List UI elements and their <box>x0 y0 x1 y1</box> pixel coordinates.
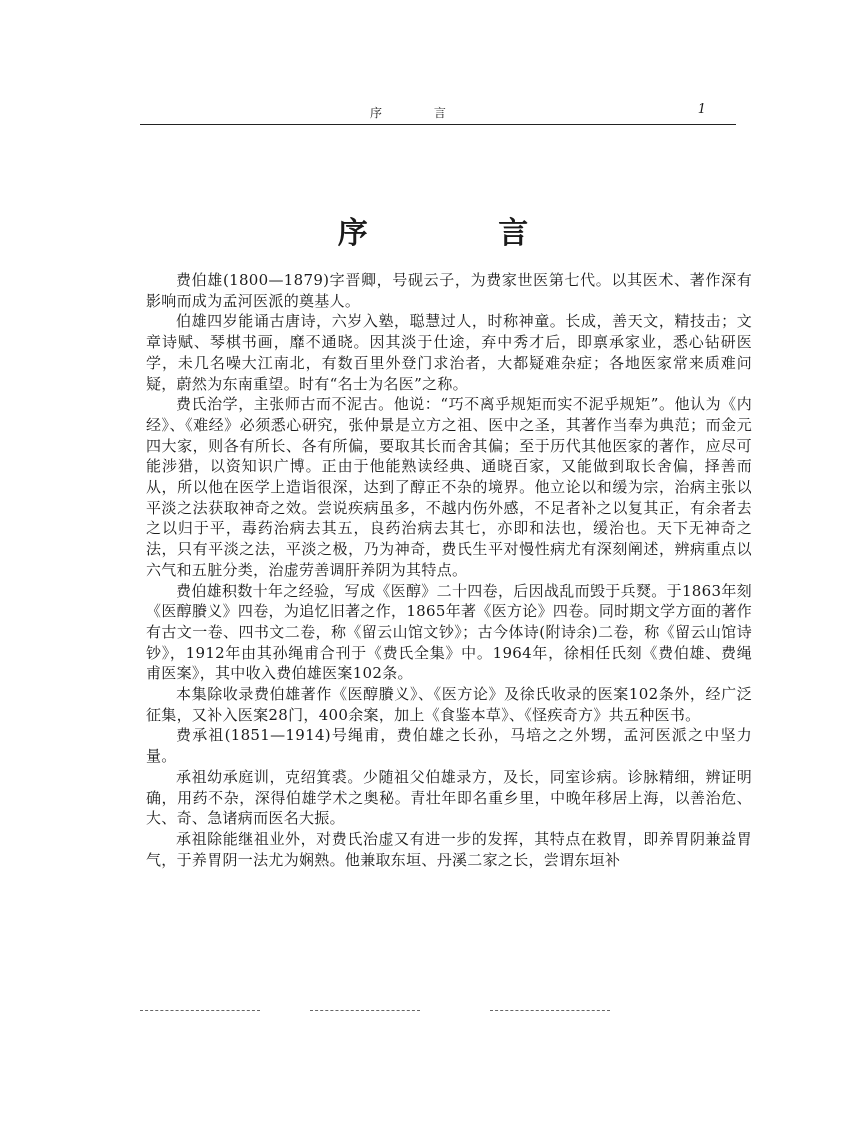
paragraph: 承祖除能继祖业外，对费氏治虚又有进一步的发挥，其特点在救胃，即养胃阴兼益胃气，于养胃阴一法尤为娴熟。他兼取东垣、丹溪二家之长，尝谓东垣补 <box>146 829 752 869</box>
scan-mark <box>140 1010 260 1011</box>
scan-mark <box>310 1010 420 1011</box>
page-number: 1 <box>697 102 706 117</box>
page-title: 序 言 <box>337 216 589 251</box>
scan-mark <box>490 1010 610 1011</box>
header-section-title: 序 言 <box>370 106 470 120</box>
header-rule <box>140 124 736 125</box>
paragraph: 伯雄四岁能诵古唐诗，六岁入塾，聪慧过人，时称神童。长成，善天文，精技击；文章诗赋、琴棋书画，靡不通晓。因其淡于仕途，弃中秀才后，即禀承家业，悉心钻研医学，未几名噪大江南北，有数百里外登门求治者，大都疑难杂症；各地医家常来质难问疑，蔚然为东南重望。时有“名士为名医”之称。 <box>146 312 752 393</box>
paragraph: 承祖幼承庭训，克绍箕裘。少随祖父伯雄录方，及长，同室诊病。诊脉精细，辨证明确，用药不杂，深得伯雄学术之奥秘。青壮年即名重乡里，中晚年移居上海，以善治危、大、奇、急诸病而医名大振。 <box>146 767 752 828</box>
paragraph: 费伯雄(1800—1879)字晋卿，号砚云子，为费家世医第七代。以其医术、著作深有影响而成为孟河医派的奠基人。 <box>146 271 752 310</box>
paragraph: 费承祖(1851—1914)号绳甫，费伯雄之长孙，马培之之外甥，孟河医派之中坚力量。 <box>146 726 752 766</box>
paragraph: 费伯雄积数十年之经验，写成《医醇》二十四卷，后因战乱而毁于兵燹。于1863年刻《医醇賸义》四卷，为追忆旧著之作，1865年著《医方论》四卷。同时期文学方面的著作有古文一卷、四书文二卷，称《留云山馆文钞》；古今体诗(附诗余)二卷，称《留云山馆诗钞》，1912年由其孙绳甫合刊于《费氏全集》中。1964年，徐相任氏刻《费伯雄、费绳甫医案》，其中收入费伯雄医案102条。 <box>146 581 752 683</box>
paragraph: 本集除收录费伯雄著作《医醇賸义》、《医方论》及徐氏收录的医案102条外，经广泛征集，又补入医案28门，400余案，加上《食鉴本草》、《怪疾奇方》共五种医书。 <box>146 685 752 724</box>
scan-artifact-marks <box>140 1010 740 1016</box>
paragraph: 费氏治学，主张师古而不泥古。他说：“巧不离乎规矩而实不泥乎规矩”。他认为《内经》、《难经》必须悉心研究，张仲景是立方之祖、医中之圣，其著作当奉为典范；而金元四大家，则各有所长、各有所偏，要取其长而舍其偏；至于历代其他医家的著作，应尽可能涉猎，以资知识广博。正由于他能熟读经典、通晓百家，又能做到取长舍偏，择善而从，所以他在医学上造诣很深，达到了醇正不杂的境界。他立论以和缓为宗，治病主张以平淡之法获取神奇之效。尝说疾病虽多，不越内伤外感，不足者补之以复其正，有余者去之以归于平，毒药治病去其五，良药治病去其七，亦即和法也，缓治也。天下无神奇之法，只有平淡之法，平淡之极，乃为神奇，费氏生平对慢性病尤有深刻阐述，辨病重点以六气和五脏分类，治虚劳善调肝养阴为其特点。 <box>146 395 752 579</box>
running-header <box>140 100 736 122</box>
body-text <box>146 270 752 870</box>
